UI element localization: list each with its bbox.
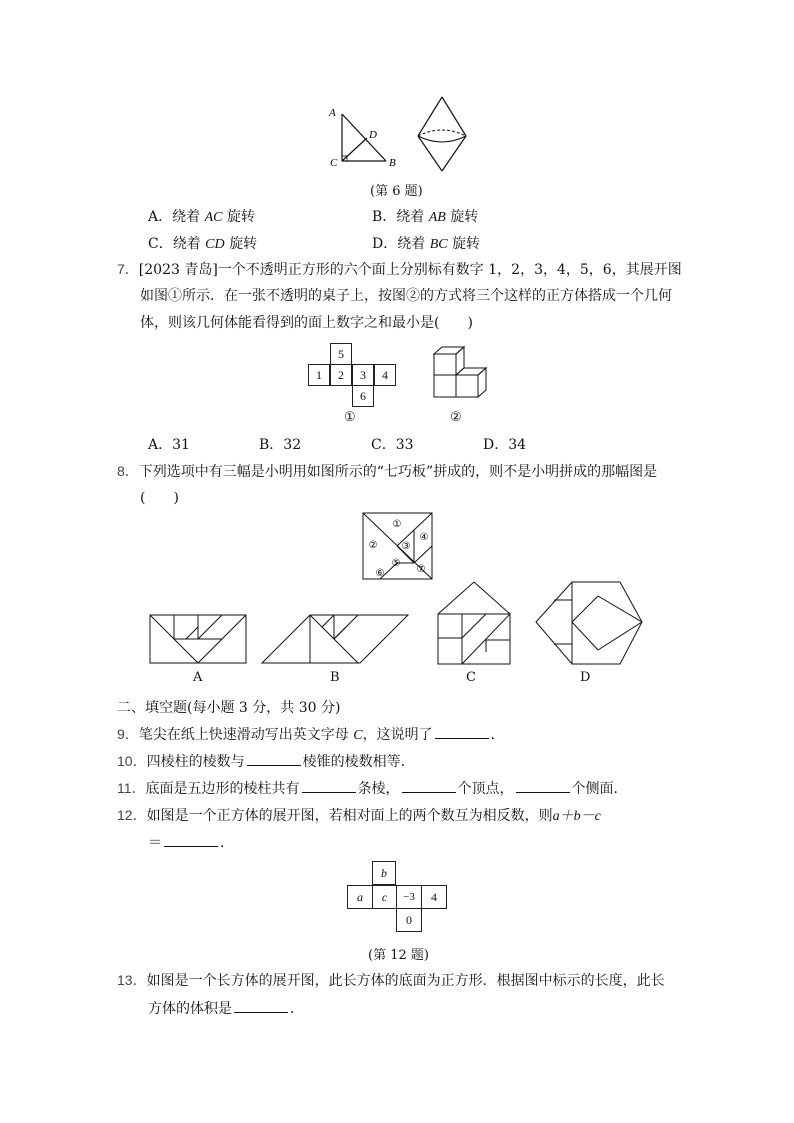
q7-net-cell: 2 xyxy=(330,364,352,386)
tangram-piece-label: ② xyxy=(368,540,378,551)
q12-net-top: b xyxy=(372,861,396,885)
q7-net-cell: 3 xyxy=(352,364,374,386)
q7-line-2: 如图①所示．在一张不透明的桌子上，按图②的方式将三个这样的正方体搭成一个几何 xyxy=(140,288,672,304)
q6-caption: (第 6 题) xyxy=(370,184,423,199)
q8-choice-d-label: D xyxy=(580,670,591,685)
q8-choice-a-figure[interactable] xyxy=(148,613,248,665)
q11-blank-edges[interactable] xyxy=(302,778,356,793)
q12-line-1: 12．如图是一个正方体的展开图，若相对面上的两个数互为相反数，则a＋b－c xyxy=(117,807,601,824)
q8-choice-b-figure[interactable] xyxy=(260,613,410,665)
q7-fig1-label: ① xyxy=(344,410,356,425)
q8-choice-c-label: C xyxy=(466,670,476,685)
q7-net-bottom: 6 xyxy=(352,385,374,407)
label-A: A xyxy=(329,107,336,119)
q6-option-c[interactable]: C．绕着 CD 旋转 xyxy=(148,236,258,252)
label-B: B xyxy=(389,157,396,169)
q8-tangram-square xyxy=(362,512,434,580)
q13-line-1: 13．如图是一个长方体的展开图，此长方体的底面为正方形．根据图中标示的长度，此长 xyxy=(117,972,665,989)
q6-option-b[interactable]: B．绕着 AB 旋转 xyxy=(372,209,479,225)
q12-line-2: ＝ ． xyxy=(148,832,234,853)
q7-line-3: 体，则该几何体能看得到的面上数字之和最小是( ) xyxy=(140,315,473,331)
q8-line-2: ( ) xyxy=(140,490,179,506)
q13-answer-blank[interactable] xyxy=(234,998,288,1013)
q8-line-1: 8．下列选项中有三幅是小明用如图所示的“七巧板”拼成的，则不是小明拼成的那幅图是 xyxy=(117,463,658,480)
tangram-piece-label: ① xyxy=(392,519,402,530)
q6-option-a[interactable]: A．绕着 AC 旋转 xyxy=(148,209,255,225)
q8-choice-d-figure[interactable] xyxy=(534,580,644,666)
q6-option-d[interactable]: D．绕着 BC 旋转 xyxy=(372,236,481,252)
q6-triangle-figure xyxy=(326,100,406,172)
tangram-piece-label: ③ xyxy=(401,541,411,552)
q8-choice-b-label: B xyxy=(330,670,340,685)
q12-net-cell: −3 xyxy=(396,885,422,909)
q12-net-cell: a xyxy=(347,885,373,909)
q11-blank-vertices[interactable] xyxy=(402,778,456,793)
q7-net-cell: 1 xyxy=(308,364,330,386)
q12-net-cell: c xyxy=(372,885,397,909)
tangram-piece-label: ⑦ xyxy=(416,564,426,575)
q12-net-cell: 4 xyxy=(421,885,447,909)
tangram-piece-label: ⑤ xyxy=(391,558,401,569)
q9: 9．笔尖在纸上快速滑动写出英文字母 C，这说明了 ． xyxy=(117,726,505,743)
q11: 11．底面是五边形的棱柱共有 条棱， 个顶点， 个侧面． xyxy=(117,780,628,797)
q7-option-c[interactable]: C．33 xyxy=(371,437,414,453)
q13-line-2: 方体的体积是 ． xyxy=(148,998,304,1019)
tangram-piece-label: ⑥ xyxy=(375,568,385,579)
q11-blank-faces[interactable] xyxy=(516,778,570,793)
q12-net-bottom: 0 xyxy=(396,908,422,932)
q7-option-d[interactable]: D．34 xyxy=(483,437,527,453)
q7-net-top: 5 xyxy=(330,343,352,365)
label-D: D xyxy=(369,129,377,141)
q7-option-a[interactable]: A．31 xyxy=(148,437,190,453)
q10: 10．四棱柱的棱数与 棱锥的棱数相等． xyxy=(117,753,415,770)
q9-answer-blank[interactable] xyxy=(435,724,489,739)
q10-answer-blank[interactable] xyxy=(247,751,301,766)
q7-stacked-cubes-figure xyxy=(428,344,492,406)
label-C: C xyxy=(330,157,338,169)
q7-option-b[interactable]: B．32 xyxy=(259,437,302,453)
q12-answer-blank[interactable] xyxy=(164,832,218,847)
q7-fig2-label: ② xyxy=(450,410,462,425)
section-2-title: 二、填空题(每小题 3 分，共 30 分) xyxy=(117,700,341,716)
q8-choice-c-figure[interactable] xyxy=(436,580,514,666)
q12-caption: (第 12 题) xyxy=(368,948,429,963)
tangram-piece-label: ④ xyxy=(419,532,429,543)
q7-net-cell: 4 xyxy=(374,364,396,386)
q7-line-1: 7．[2023 青岛]一个不透明正方形的六个面上分别标有数字 1，2，3，4，5，6，其展开图 xyxy=(117,261,682,278)
q8-choice-a-label: A xyxy=(193,670,203,685)
q6-double-cone-figure xyxy=(414,94,470,174)
